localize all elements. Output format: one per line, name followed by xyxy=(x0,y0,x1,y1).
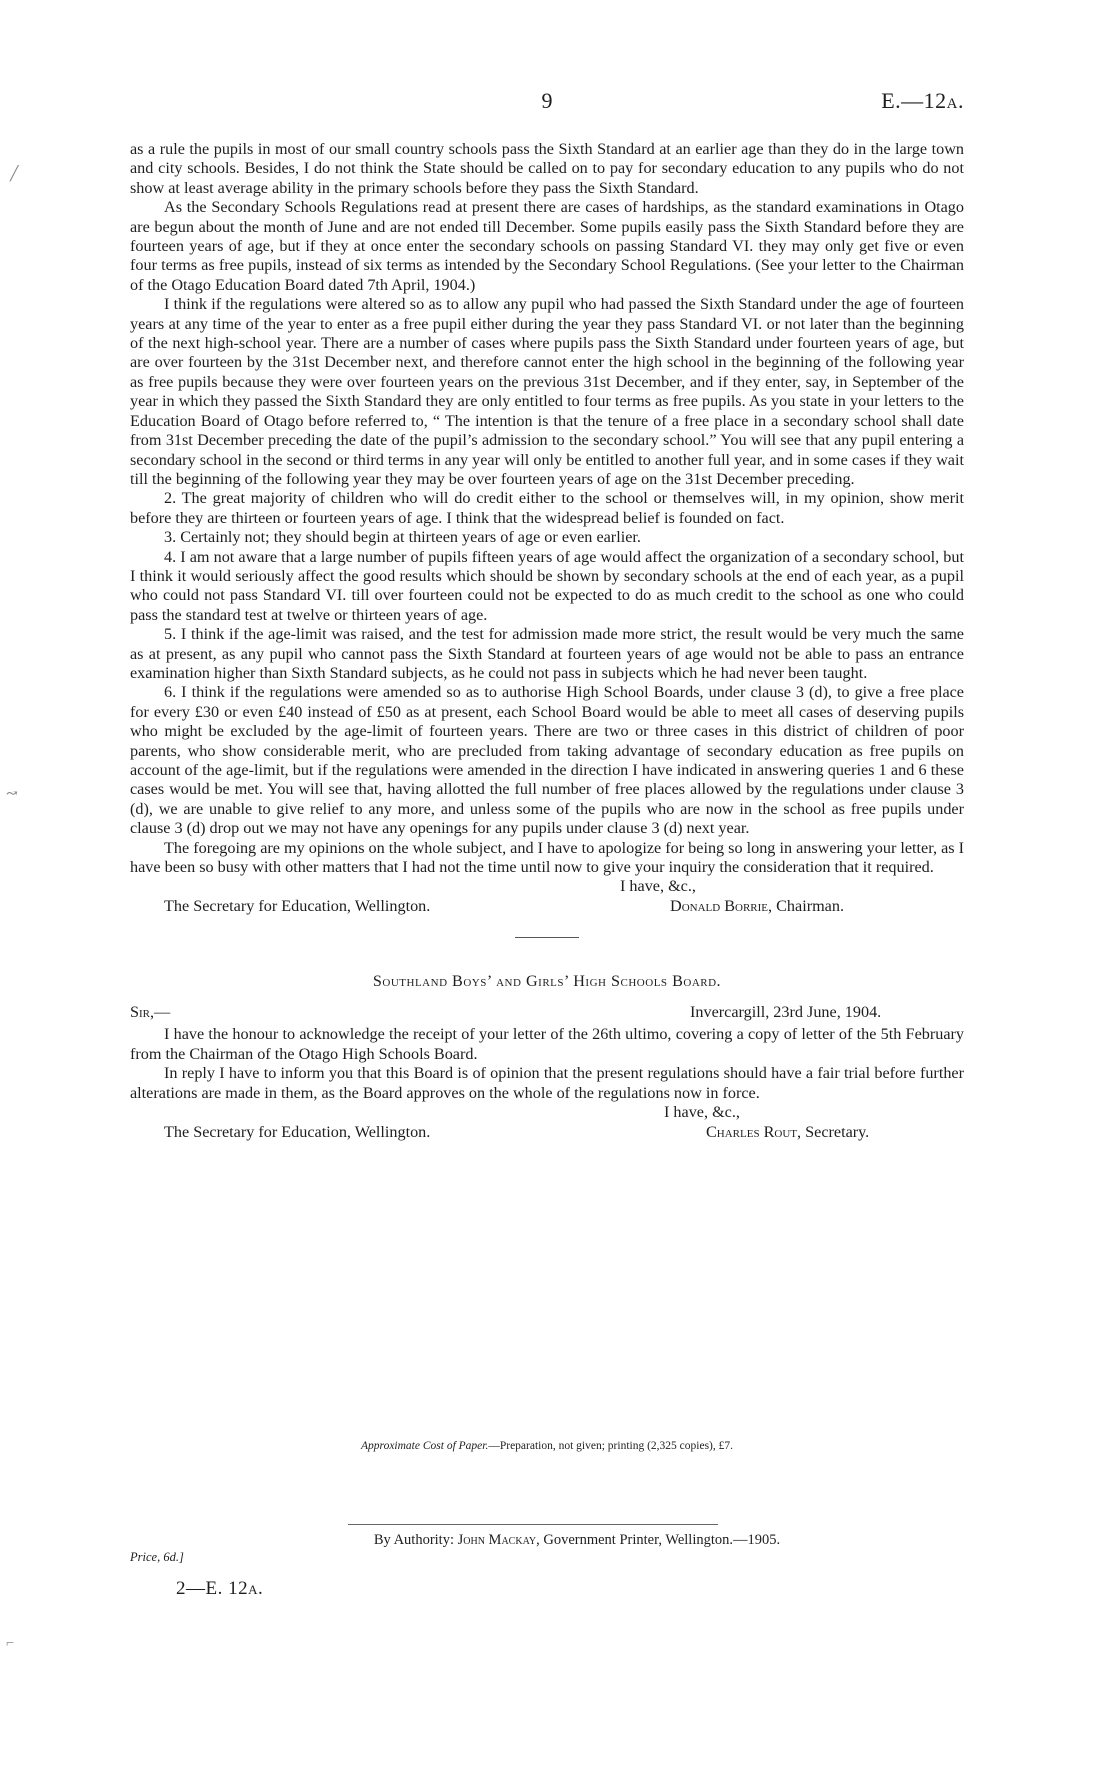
signature: Charles Rout, Secretary. xyxy=(706,1123,870,1142)
letter1-paragraph: The foregoing are my opinions on the whole subject, and I have to apologize for being so long in answering your letter, as I have been so busy with other matters that I had not the time until now to give your inquiry the consideration that it required. xyxy=(130,838,964,877)
page-number: 9 xyxy=(541,88,553,113)
page-header xyxy=(130,88,964,118)
letter1-paragraph: as a rule the pupils in most of our small country schools pass the Sixth Standard at an earlier age than they do in the large town and city schools. Besides, I do not think the State should be called on to pay for secondary education to any pupils who do not show at least average ability in the primary schools before they pass the Sixth Standard. xyxy=(130,140,964,197)
salutation: Sir,— xyxy=(130,1003,171,1022)
price-note: Price, 6d.] xyxy=(130,1550,184,1564)
letter2-paragraph: In reply I have to inform you that this Board is of opinion that the present regulations should have a fair trial before further alterations are made in them, as the Board approves on the whole of the regulations now in force. xyxy=(130,1064,964,1102)
document-reference: E.—12a. xyxy=(881,88,964,113)
letter1-paragraph: As the Secondary Schools Regulations read at present there are cases of hardships, as the standard examinations in Otago are begun about the month of June and are not ended till December. Some pupils easily pass the Sixth Standard before they are fourteen years of age, but if they at once enter the secondary schools on passing Standard VI. they may only get five or even four terms as free pupils, instead of six terms as intended by the Secondary School Regulations. (See your letter to the Chairman of the Otago Education Board dated 7th April, 1904.) xyxy=(130,198,964,294)
letter1-paragraph: I think if the regulations were altered so as to allow any pupil who had passed the Sixth Standard under the age of fourteen years at any time of the year to enter as a free pupil either during the year they pass Standard VI. or not later than the beginning of the next high-school year. There are a number of cases where pupils pass the Sixth Standard under fourteen years of age, but are over fourteen by the 31st December next, and therefore cannot enter the high school in the beginning of the following year as free pupils because they were over fourteen years on the previous 31st December, and if they enter, say, in September of the year in which they passed the Sixth Standard they are only entitled to four terms as free pupils. As you state in your letters to the Education Board of Otago before referred to, “ The intention is that the tenure of a free place in a secondary school shall date from 31st December preceding the date of the pupil’s admission to the secondary school.” You will see that any pupil entering a secondary school in the second or third terms in any year will only be entitled to another full year, and in some cases if they wait till the beginning of the following year they may be over fourteen years of age on the 31st December preceding. xyxy=(130,295,964,488)
margin-mark: ╱ xyxy=(10,167,19,182)
page-body xyxy=(130,140,964,1143)
margin-mark: ↝ xyxy=(6,787,18,802)
letter1-paragraph: 2. The great majority of children who will do credit either to the school or themselves will, in my opinion, show merit before they are thirteen or fourteen years of age. I think that the widespread belief is founded on fact. xyxy=(130,489,964,527)
letter1-paragraph: 4. I am not aware that a large number of pupils fifteen years of age would affect the organization of a secondary school, but I think it would seriously affect the good results which should be shown by secondary schools at the end of each year, as a pupil who could not pass Standard VI. till over fourteen could not be expected to do as much credit to the school as one who could pass the standard test at twelve or thirteen years of age. xyxy=(130,547,964,624)
salutation-line xyxy=(130,1003,964,1025)
board-title: Southland Boys’ and Girls’ High Schools Board. xyxy=(372,972,722,991)
addressee: The Secretary for Education, Wellington. xyxy=(164,897,431,916)
letter2-signoff xyxy=(130,1103,964,1143)
letter1-paragraph: 3. Certainly not; they should begin at thirteen years of age or even earlier. xyxy=(164,528,641,547)
margin-mark: ⌐ xyxy=(6,1636,14,1651)
letter1-signoff xyxy=(130,877,964,917)
letter2-reply xyxy=(130,1064,964,1103)
document-stamp: 2—E. 12a. xyxy=(176,1578,264,1599)
letter1-paragraph: 6. I think if the regulations were amended so as to authorise High School Boards, under clause 3 (d), to give a free place for every £30 or even £40 instead of £50 as at present, each School Board would be able to meet all cases of deserving pupils who might be excluded by the age-limit of fourteen years. There are two or three cases in this district of children of poor parents, who show considerable merit, who are precluded from taking advantage of secondary education as free pupils on account of the age-limit, but if the regulations were amended in the direction I have indicated in answering queries 1 and 6 these cases would be met. You will see that, having allotted the full number of free places allowed by the regulations under clause 3 (d), we are unable to give relief to any more, and unless some of the pupils who are now in the school as free pupils under clause 3 (d) drop out we may not have any openings for any pupils under clause 3 (d) next year. xyxy=(130,683,964,838)
closing: I have, &c., xyxy=(664,1103,740,1122)
letter2-paragraph: I have the honour to acknowledge the receipt of your letter of the 26th ultimo, covering a copy of letter of the 5th February from the Chairman of the Otago High Schools Board. xyxy=(130,1025,964,1063)
printer-imprint: By Authority: John Mackay, Government Printer, Wellington.—1905. xyxy=(373,1532,781,1548)
imprint-divider xyxy=(348,1524,718,1525)
addressee: The Secretary for Education, Wellington. xyxy=(164,1123,431,1142)
section-divider xyxy=(515,937,579,938)
cost-note: Approximate Cost of Paper.—Preparation, not given; printing (2,325 copies), £7. xyxy=(361,1440,733,1452)
letter1-body xyxy=(130,140,964,877)
closing: I have, &c., xyxy=(620,877,696,896)
place-date: Invercargill, 23rd June, 1904. xyxy=(690,1003,882,1022)
signature: Donald Borrie, Chairman. xyxy=(670,897,845,916)
letter1-paragraph: 5. I think if the age-limit was raised, and the test for admission made more strict, the result would be very much the same as at present, as any pupil who cannot pass the Sixth Standard at fourteen years of age would not be able to pass an entrance examination higher than Sixth Standard subjects, as he could not pass in subjects which he had never been taught. xyxy=(130,625,964,682)
